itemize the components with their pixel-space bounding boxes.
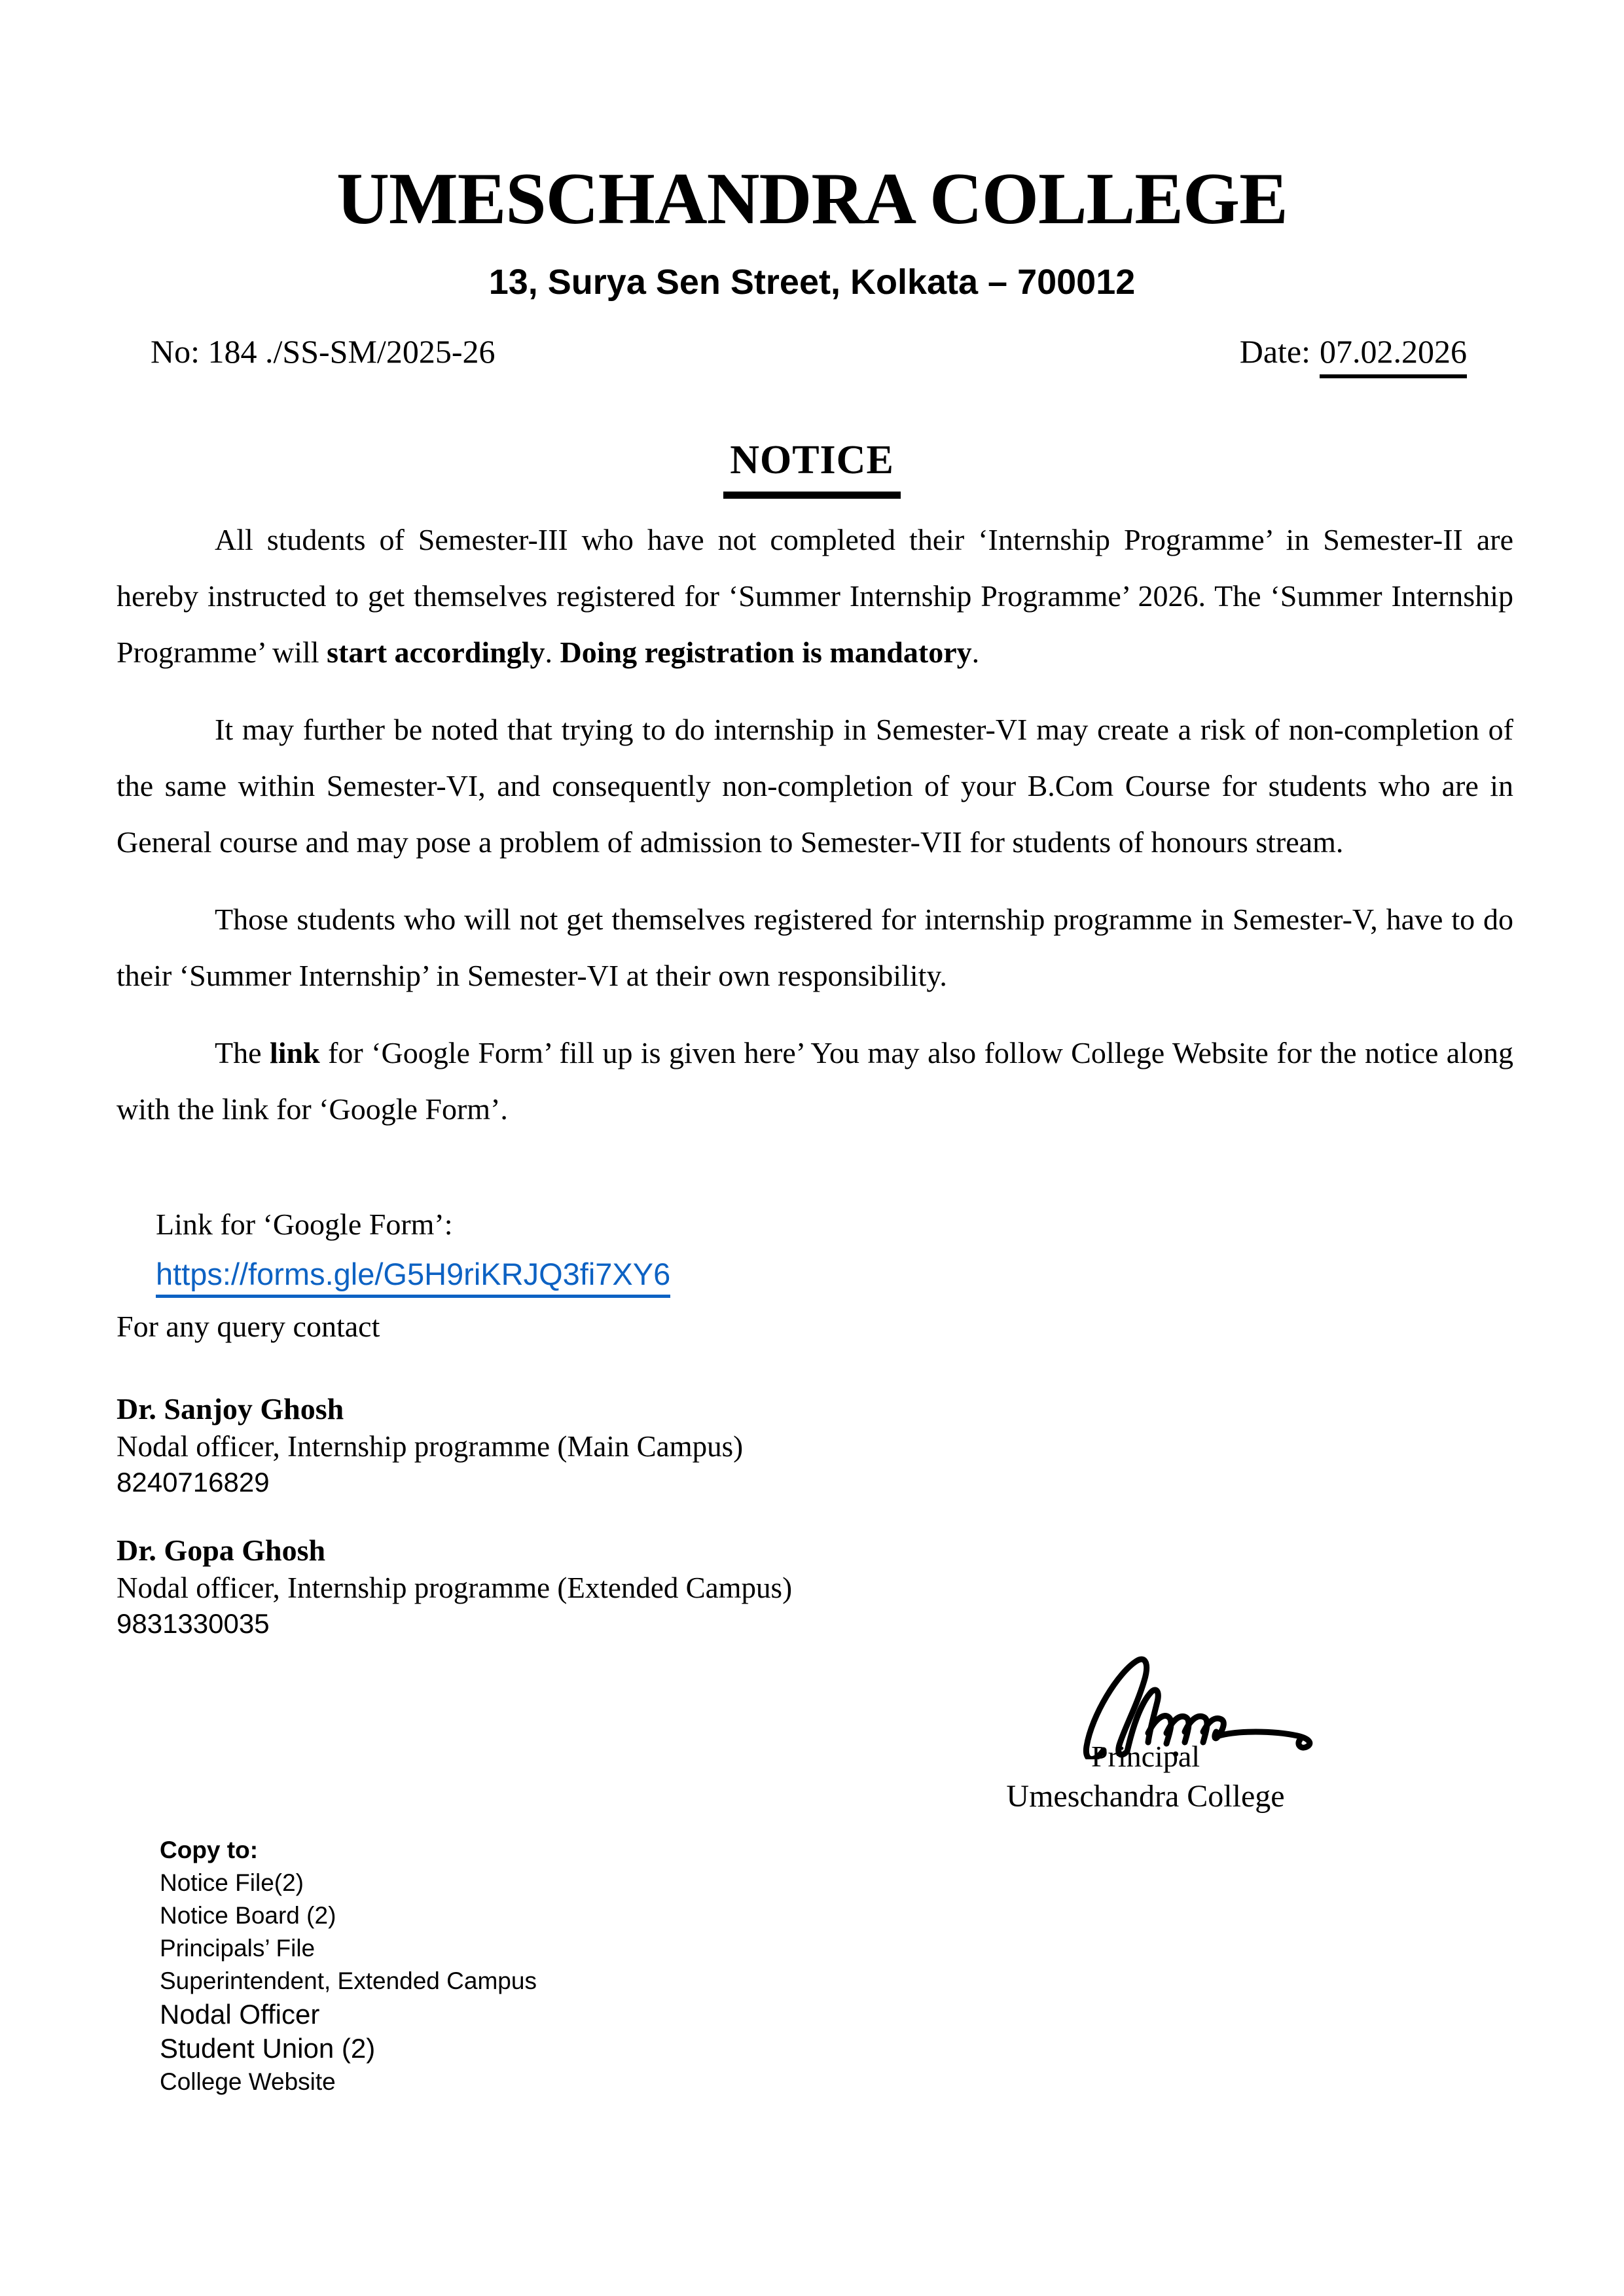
signer-title: Principal <box>1091 1740 1200 1773</box>
notice-paragraph-4: The link for ‘Google Form’ fill up is given here’ You may also follow College Website for the notice along with the link for ‘Google Form’. <box>117 1036 1513 1126</box>
college-name-heading: UMESCHANDRA COLLEGE <box>336 158 1288 240</box>
notice-heading: NOTICE <box>723 437 901 499</box>
copy-to-item: College Website <box>160 2068 336 2095</box>
contact-phone: 9831330035 <box>117 1608 270 1639</box>
reference-number: No: 184 ./SS-SM/2025-26 <box>151 333 496 370</box>
college-address: 13, Surya Sen Street, Kolkata – 700012 <box>488 262 1136 302</box>
copy-to-block <box>160 1834 537 2098</box>
contact-role: Nodal officer, Internship programme (Main Campus) <box>117 1430 744 1463</box>
signature-block <box>943 1655 1348 1814</box>
contact-name: Dr. Sanjoy Ghosh <box>117 1392 344 1426</box>
contacts-list <box>117 1390 792 1673</box>
contact-card <box>117 1532 792 1641</box>
notice-body <box>117 512 1513 1158</box>
contact-card <box>117 1390 792 1500</box>
signer-organization: Umeschandra College <box>1006 1779 1285 1814</box>
contact-phone: 8240716829 <box>117 1467 270 1498</box>
notice-heading-row <box>0 437 1624 499</box>
copy-to-item: Superintendent, Extended Campus <box>160 1967 537 1994</box>
contact-name: Dr. Gopa Ghosh <box>117 1534 326 1567</box>
copy-to-item: Notice File(2) <box>160 1869 304 1896</box>
date-field <box>1240 332 1467 378</box>
copy-to-item: Notice Board (2) <box>160 1902 336 1929</box>
google-form-link-label: Link for ‘Google Form’: <box>156 1208 453 1241</box>
notice-paragraph-3: Those students who will not get themselves registered for internship programme in Semester-V, have to do their ‘Summer Internship’ in Semester-VI at their own responsibility. <box>117 903 1513 992</box>
copy-to-list <box>160 1867 537 2098</box>
date-value: 07.02.2026 <box>1320 332 1467 378</box>
google-form-link-section <box>156 1206 670 1298</box>
contact-role: Nodal officer, Internship programme (Extended Campus) <box>117 1571 793 1604</box>
notice-paragraph-1: All students of Semester-III who have not completed their ‘Internship Programme’ in Semester-II are hereby instructed to get themselves registered for ‘Summer Internship Programme’ 2026. The ‘Summer Internship Programme’ will start accordingly. Doing registration is mandatory. <box>117 523 1513 669</box>
google-form-link[interactable]: https://forms.gle/G5H9riKRJQ3fi7XY6 <box>156 1255 670 1298</box>
copy-to-heading: Copy to: <box>160 1837 259 1863</box>
query-contact-line: For any query contact <box>117 1310 380 1343</box>
reference-date-row <box>151 332 1467 378</box>
copy-to-item: Principals’ File <box>160 1935 316 1962</box>
notice-paragraph-2: It may further be noted that trying to do internship in Semester-VI may create a risk of non-completion of the same within Semester-VI, and consequently non-completion of your B.Com Course for students who are in General course and may pose a problem of admission to Semester-VII for students of honours stream. <box>117 713 1513 859</box>
copy-to-item: Nodal Officer <box>160 1999 320 2030</box>
date-label: Date: <box>1239 333 1310 370</box>
copy-to-item: Student Union (2) <box>160 2033 376 2064</box>
